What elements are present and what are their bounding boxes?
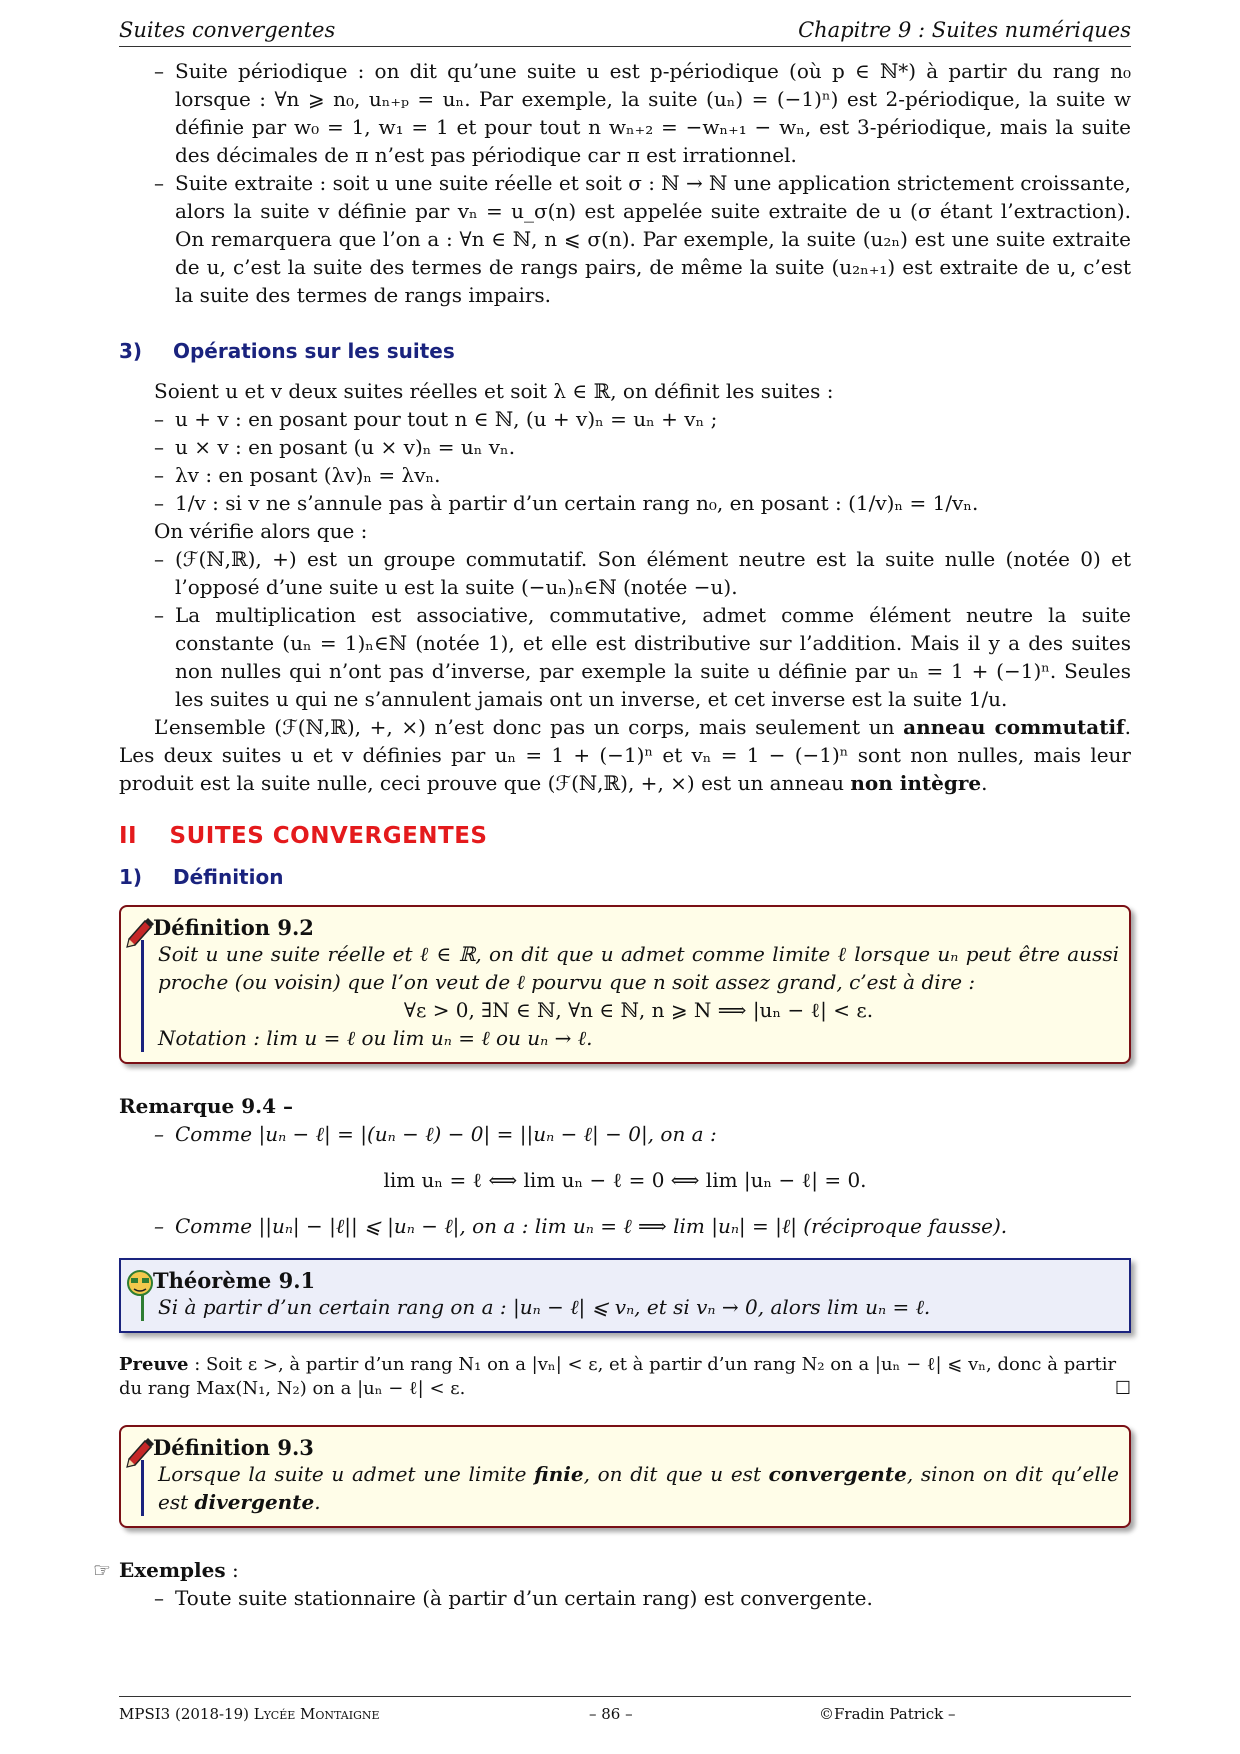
proof — [119, 1353, 1131, 1401]
remark-title: Remarque 9.4 – — [119, 1094, 293, 1118]
theorem-text: Si à partir d’un certain rang on a : |uₙ − ℓ| ⩽ vₙ, et si vₙ → 0, alors lim uₙ = ℓ. — [158, 1295, 931, 1319]
part-heading — [119, 823, 1131, 849]
text-run: L’ensemble (ℱ(ℕ,ℝ), +, ×) n’est donc pas un corps, mais seulement un — [154, 715, 904, 739]
text-run: : — [225, 1558, 239, 1582]
paragraph — [119, 713, 1131, 797]
bold-term: non intègre — [850, 771, 982, 795]
section-title: Opérations sur les suites — [172, 339, 455, 363]
list-item: – (ℱ(ℕ,ℝ), +) est un groupe commutatif. Son élément neutre est la suite nulle (notée 0) et l’opposé d’une suite u est la suite (−uₙ)ₙ∈ℕ (notée −u). — [119, 545, 1131, 601]
theorem-box — [119, 1258, 1131, 1333]
section-heading — [119, 865, 1131, 889]
part-title: SUITES CONVERGENTES — [169, 823, 488, 849]
page-footer — [119, 1696, 1131, 1723]
definition-notation: Notation : lim u = ℓ ou lim uₙ = ℓ ou uₙ → ℓ. — [158, 1026, 593, 1050]
qed-symbol: ☐ — [1114, 1378, 1131, 1399]
paragraph: Soient u et v deux suites réelles et soit λ ∈ ℝ, on définit les suites : — [154, 379, 834, 403]
definition-text: Soit u une suite réelle et ℓ ∈ ℝ, on dit que u admet comme limite ℓ lorsque uₙ peut être aussi proche (ou voisin) que l’on veut de ℓ pourvu que n soit assez grand, c’est à dire : — [158, 942, 1119, 994]
definition-text — [158, 1460, 1119, 1516]
definition-title: Définition 9.3 — [153, 1435, 314, 1460]
bold-term: convergente — [768, 1462, 907, 1486]
theorem-title: Théorème 9.1 — [153, 1268, 316, 1293]
smiley-icon — [125, 1268, 155, 1302]
footer-right: ©Fradin Patrick – — [819, 1705, 956, 1723]
section-number: 1) — [119, 865, 143, 889]
examples-label: Exemples — [119, 1558, 226, 1582]
list-item: – λv : en posant (λv)ₙ = λvₙ. — [119, 461, 1131, 489]
bold-term: anneau commutatif — [903, 715, 1125, 739]
section-heading — [119, 339, 1131, 363]
header-right: Chapitre 9 : Suites numériques — [798, 18, 1131, 42]
list-item: – u × v : en posant (u × v)ₙ = uₙ vₙ. — [119, 433, 1131, 461]
proof-label: Preuve — [119, 1354, 189, 1375]
page-header — [119, 18, 1131, 47]
header-left: Suites convergentes — [119, 18, 336, 42]
text-run: . — [981, 771, 988, 795]
list-item: – 1/v : si v ne s’annule pas à partir d’un certain rang n₀, en posant : (1/v)ₙ = 1/vₙ. — [119, 489, 1131, 517]
examples-heading — [93, 1556, 1131, 1584]
text-run: . — [314, 1490, 321, 1514]
paragraph: On vérifie alors que : — [154, 519, 368, 543]
text-run: . Les deux suites u et v définies par uₙ = 1 + (−1)ⁿ et vₙ = 1 − (−1)ⁿ sont non nulles, mais leur produit est la suite nulle, ceci prouve que (ℱ(ℕ,ℝ), +, ×) est un anneau — [119, 715, 1132, 795]
definition-title: Définition 9.2 — [153, 915, 314, 940]
list-item: – Comme ||uₙ| − |ℓ|| ⩽ |uₙ − ℓ|, on a : lim uₙ = ℓ ⟹ lim |uₙ| = |ℓ| (réciproque fausse). — [119, 1212, 1131, 1240]
definition-box — [119, 905, 1131, 1064]
part-number: II — [119, 823, 138, 849]
pencil-icon — [125, 1435, 155, 1469]
list-item: – La multiplication est associative, commutative, admet comme élément neutre la suite constante (uₙ = 1)ₙ∈ℕ (notée 1), et elle est distributive sur l’addition. Mais il y a des suites non nulles qui n’ont pas d’inverse, par exemple la suite u définie par uₙ = 1 + (−1)ⁿ. Seules les suites u qui ne s’annulent jamais ont un inverse, et cet inverse est la suite 1/u. — [119, 601, 1131, 713]
definition-formula: ∀ε > 0, ∃N ∈ ℕ, ∀n ∈ ℕ, n ⩾ N ⟹ |uₙ − ℓ| < ε. — [403, 998, 874, 1022]
bold-term: divergente — [194, 1490, 315, 1514]
text-run: , sinon on dit qu’elle est — [158, 1462, 1119, 1514]
list-item: – Comme |uₙ − ℓ| = |(uₙ − ℓ) − 0| = ||uₙ − ℓ| − 0|, on a : — [119, 1120, 1131, 1148]
section-number: 3) — [119, 339, 143, 363]
proof-text: : Soit ε >, à partir d’un rang N₁ on a |vₙ| < ε, et à partir d’un rang N₂ on a |uₙ − ℓ| ⩽ vₙ, donc à partir du rang Max(N₁, N₂) on a |uₙ − ℓ| < ε. — [119, 1354, 1117, 1399]
section-title: Définition — [172, 865, 284, 889]
text-run: , on dit que u est — [583, 1462, 769, 1486]
remark-formula: lim uₙ = ℓ ⟺ lim uₙ − ℓ = 0 ⟺ lim |uₙ − ℓ| = 0. — [383, 1168, 867, 1192]
text-run: Lorsque la suite u admet une limite — [158, 1462, 535, 1486]
list-item: – Suite extraite : soit u une suite réelle et soit σ : ℕ → ℕ une application strictement croissante, alors la suite v définie par vₙ = u_σ(n) est appelée suite extraite de u (σ étant l’extraction). On remarquera que l’on a : ∀n ∈ ℕ, n ⩽ σ(n). Par exemple, la suite (u₂ₙ) est une suite extraite de u, c’est la suite des termes de rangs pairs, de même la suite (u₂ₙ₊₁) est extraite de u, c’est la suite des termes de rangs impairs. — [119, 169, 1131, 309]
page-number: – 86 – — [589, 1705, 633, 1723]
bold-term: finie — [534, 1462, 584, 1486]
list-item: – u + v : en posant pour tout n ∈ ℕ, (u + v)ₙ = uₙ + vₙ ; — [119, 405, 1131, 433]
page — [93, 18, 1132, 1612]
list-item: – Toute suite stationnaire (à partir d’un certain rang) est convergente. — [119, 1584, 1131, 1612]
footer-left: MPSI3 (2018-19) Lycée Montaigne — [119, 1705, 380, 1723]
list-item: – Suite périodique : on dit qu’une suite u est p-périodique (où p ∈ ℕ*) à partir du rang n₀ lorsque : ∀n ⩾ n₀, uₙ₊ₚ = uₙ. Par exemple, la suite (uₙ) = (−1)ⁿ) est 2-périodique, la suite w définie par w₀ = 1, w₁ = 1 et pour tout n wₙ₊₂ = −wₙ₊₁ − wₙ, est 3-périodique, mais la suite des décimales de π n’est pas périodique car π est irrationnel. — [119, 57, 1131, 169]
definition-box — [119, 1425, 1131, 1528]
pencil-icon — [125, 915, 155, 949]
pointing-hand-icon: ☞ — [93, 1558, 111, 1582]
